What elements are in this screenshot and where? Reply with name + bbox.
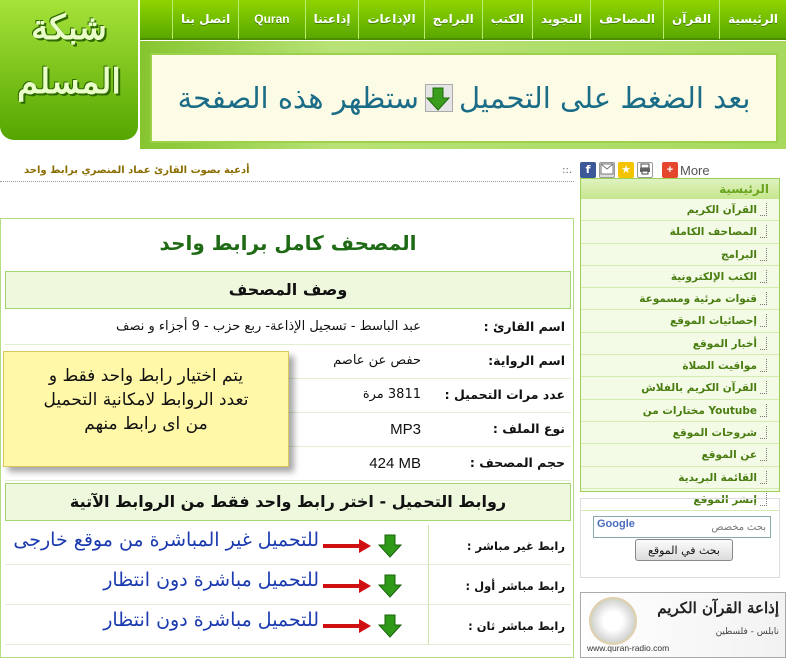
sidebar-item-statistics[interactable]: إحصائيات الموقع [581,310,779,332]
banner-text-left: ستظهر هذه الصفحة [177,81,419,115]
detail-value: حفص عن عاصم [333,353,421,368]
main-content [0,218,574,658]
link-label: رابط مباشر أول : [465,579,565,593]
detail-value: MP3 [390,421,421,438]
radio-title: إذاعة القرآن الكريم [657,599,779,617]
annotation-note [3,351,289,467]
search-button[interactable]: بحث في الموقع [635,539,733,561]
indirect-download-link[interactable]: للتحميل غير المباشرة من موقع خارجى [13,529,319,551]
ticker-mark: ::. [562,165,572,176]
sidebar-title: الرئيسية [581,179,779,199]
sidebar-item-ebooks[interactable]: الكتب الإلكترونية [581,266,779,288]
note-line-1: يتم اختيار رابط واحد فقط و [48,366,244,386]
star-icon[interactable]: ★ [618,162,634,178]
detail-row-reciter [5,311,571,345]
detail-label: عدد مرات التحميل : [444,387,565,402]
download-link-row [5,565,571,605]
red-arrow-icon [323,539,371,553]
nav-tajweed[interactable]: التجويد [532,0,590,39]
facebook-icon[interactable]: f [580,162,596,178]
google-brand: Google [597,518,635,530]
plus-icon: + [662,162,678,178]
radio-banner[interactable] [580,592,786,658]
download-arrow-icon[interactable] [377,613,403,639]
note-line-3: من اى رابط منهم [84,414,208,434]
share-bar [580,160,786,180]
nav-mushaf[interactable]: المصاحف [590,0,663,39]
download-link-row [5,525,571,565]
detail-value: عبد الباسط - تسجيل الإذاعة- ربع حزب - 9 أجزاء و نصف [116,319,421,334]
header-banner [140,41,786,149]
detail-label: اسم القارئ : [483,319,565,334]
detail-label: اسم الرواية: [488,353,565,368]
radio-subtitle: نابلس - فلسطين [715,627,779,637]
description-header: وصف المصحف [5,271,571,309]
download-arrow-icon [425,84,453,112]
banner-text-right: بعد الضغط على التحميل [458,81,751,115]
detail-value: 3811 مرة [362,387,421,402]
detail-label: حجم المصحف : [469,455,565,470]
red-arrow-icon [323,579,371,593]
share-more-label: More [680,162,710,178]
mail-icon[interactable] [599,162,615,178]
nav-our-radio[interactable]: إذاعتنا [305,0,359,39]
red-arrow-icon [323,619,371,633]
sidebar-item-programs[interactable]: البرامج [581,244,779,266]
sidebar-item-share-site[interactable]: إنشر الموقع [581,489,779,511]
sidebar-item-tutorials[interactable]: شروحات الموقع [581,422,779,444]
sidebar-item-about[interactable]: عن الموقع [581,444,779,466]
detail-label: نوع الملف : [492,421,565,436]
download-links-header: روابط التحميل - اختر رابط واحد فقط من الروابط الآتية [5,483,571,521]
nav-radios[interactable]: الإذاعات [358,0,423,39]
sidebar-item-youtube[interactable]: مختارات من Youtube [581,400,779,422]
nav-programs[interactable]: البرامج [424,0,482,39]
news-ticker [0,160,574,182]
radio-url: www.quran-radio.com [587,643,670,653]
top-navigation [140,0,786,40]
download-arrow-icon[interactable] [377,573,403,599]
print-icon[interactable] [637,162,653,178]
nav-home[interactable]: الرئيسية [719,0,786,39]
nav-quran[interactable]: القرآن [663,0,719,39]
nav-books[interactable]: الكتب [482,0,532,39]
nav-quran-english[interactable]: Quran [238,0,304,39]
detail-value: 424 MB [369,455,421,472]
sidebar-item-prayer-times[interactable]: مواقيت الصلاة [581,355,779,377]
sidebar-item-quran[interactable]: القرآن الكريم [581,199,779,221]
site-logo[interactable] [0,0,138,140]
sidebar-menu [580,178,780,506]
radio-logo-icon [589,597,637,645]
nav-contact[interactable]: اتصل بنا [172,0,238,39]
sidebar-item-news[interactable]: أخبار الموقع [581,333,779,355]
sidebar-item-full-mushaf[interactable]: المصاحف الكاملة [581,221,779,243]
direct-download-link-2[interactable]: للتحميل مباشرة دون انتظار [103,609,319,631]
link-label: رابط غير مباشر : [466,539,565,553]
ticker-text[interactable]: أدعية بصوت القارئ عماد المنصري برابط واحد [24,165,250,176]
share-more-button[interactable] [662,162,710,178]
sidebar-item-quran-flash[interactable]: القرآن الكريم بالفلاش [581,377,779,399]
sidebar-item-channels[interactable]: قنوات مرئية ومسموعة [581,288,779,310]
page-title: المصحف كامل برابط واحد [159,231,417,255]
link-label: رابط مباشر ثان : [468,619,565,633]
site-search [580,498,780,578]
download-link-row [5,605,571,645]
direct-download-link-1[interactable]: للتحميل مباشرة دون انتظار [103,569,319,591]
logo-line-1: شبكة [31,8,107,48]
banner-instruction [150,53,778,143]
download-arrow-icon[interactable] [377,533,403,559]
sidebar-item-mailing-list[interactable]: القائمة البريدية [581,467,779,489]
logo-line-2: المسلم [17,62,121,102]
note-line-2: تعدد الروابط لامكانية التحميل [43,390,249,410]
